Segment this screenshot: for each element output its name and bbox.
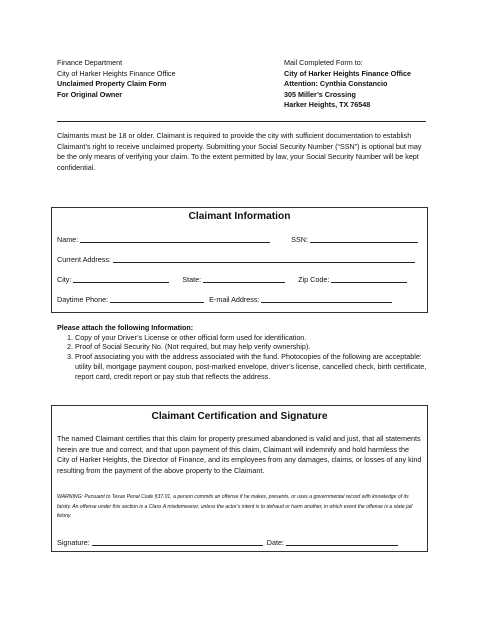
attachment-item: 1. Copy of your Driver’s License or other official form used for identification. xyxy=(75,333,429,343)
header-left xyxy=(57,58,176,100)
certification-title: Claimant Certification and Signature xyxy=(151,411,328,422)
penal-code-warning: WARNING: Pursuant to Texas Penal Code §37.01, a person commits an offense if he makes, presents, or uses a governmental record with knowledge of its falsity. An offense under this section is a Class A misdemeanor, unless the actor’s intent is to defraud or harm another, in which event the offense is a state jail felony. xyxy=(57,494,413,520)
claimant-information-title: Claimant Information xyxy=(188,211,291,222)
phone-email-row xyxy=(57,295,395,304)
name-label: Name: xyxy=(57,235,79,244)
phone-field[interactable] xyxy=(110,295,204,303)
attachments-section xyxy=(57,323,429,381)
mailing-address xyxy=(284,58,411,111)
address-field[interactable] xyxy=(113,255,415,263)
mail-office: City of Harker Heights Finance Office xyxy=(284,68,412,78)
claimant-information-section xyxy=(51,207,428,313)
ssn-field[interactable] xyxy=(310,235,418,243)
date-label: Date: xyxy=(266,538,284,547)
state-field[interactable] xyxy=(203,275,285,283)
signature-label: Signature: xyxy=(57,538,90,547)
phone-label: Daytime Phone: xyxy=(57,295,109,304)
form-title: Unclaimed Property Claim Form xyxy=(57,79,167,89)
signature-row xyxy=(57,538,401,547)
intro-paragraph: Claimants must be 18 or older. Claimant is required to provide the city with sufficient documentation to establish Claimant’s right to receive unclaimed property. Submitting your Social Security Number (“SSN”) is optional but may be the only means of verifying your claim. To the extent permitted by law, your Social Security Number will be kept confidential. xyxy=(57,131,422,172)
address-row xyxy=(57,255,418,264)
mail-street: 305 Miller’s Crossing xyxy=(284,89,356,99)
form-subtitle: For Original Owner xyxy=(57,89,123,99)
department-line: Finance Department xyxy=(57,58,123,67)
zip-label: Zip Code: xyxy=(298,275,330,284)
attachments-list xyxy=(57,333,429,382)
name-field[interactable] xyxy=(80,235,270,243)
certification-text: The named Claimant certifies that this claim for property presumed abandoned is valid and just, that all statements herein are true and correct, and that upon payment of this claim, Claimant will indemnify and hold harmless the City of Harker Heights, the Director of Finance, and its employees from any damages, claims, or losses of any kind resulting from the payment of the above property to the Claimant. xyxy=(57,434,422,475)
date-field[interactable] xyxy=(286,538,398,546)
zip-field[interactable] xyxy=(331,275,407,283)
ssn-label: SSN: xyxy=(291,235,308,244)
name-row xyxy=(57,235,421,244)
city-label: City: xyxy=(57,275,72,284)
header-divider xyxy=(57,121,426,122)
email-label: E-mail Address: xyxy=(209,295,260,304)
mail-to-label: Mail Completed Form to: xyxy=(284,58,363,67)
address-label: Current Address: xyxy=(57,255,111,264)
attachment-item: 2. Proof of Social Security No. (Not required, but may help verify ownership). xyxy=(75,342,429,352)
city-field[interactable] xyxy=(73,275,169,283)
certification-section xyxy=(51,405,428,552)
mail-attention: Attention: Cynthia Constancio xyxy=(284,79,388,89)
city-state-zip-row xyxy=(57,275,410,284)
state-label: State: xyxy=(182,275,202,284)
mail-city: Harker Heights, TX 76548 xyxy=(284,100,371,110)
email-field[interactable] xyxy=(261,295,392,303)
attachments-heading: Please attach the following Information: xyxy=(57,323,194,332)
signature-field[interactable] xyxy=(92,538,263,546)
attachment-item: 3. Proof associating you with the address associated with the fund. Photocopies of the following are acceptable: utility bill, mortgage payment coupon, post-marked envelope, driver’s license, cancelled check, birth certificate, report card, credit report or pay stub that reflects the address. xyxy=(75,352,429,381)
office-line: City of Harker Heights Finance Office xyxy=(57,68,176,78)
